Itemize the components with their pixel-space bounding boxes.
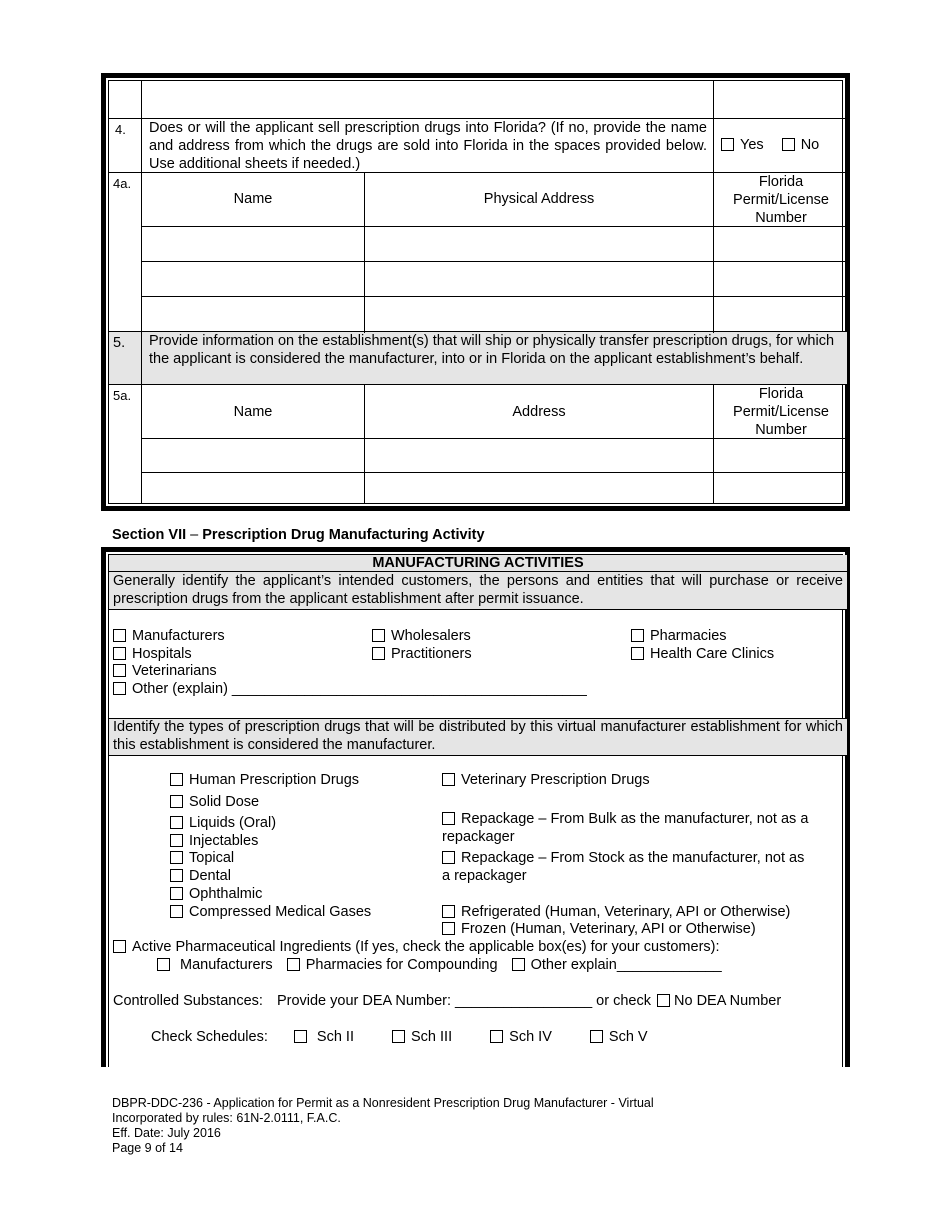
q5a-header-address: Address [512, 404, 566, 420]
frozen-checkbox[interactable] [442, 922, 455, 935]
q4a-header-permit: Florida Permit/License Number [733, 174, 829, 226]
repack-bulk-checkbox[interactable] [442, 812, 455, 825]
ophthalmic-option: Ophthalmic [170, 885, 262, 903]
api-manufacturers-checkbox[interactable] [157, 958, 170, 971]
divider [141, 261, 847, 262]
customer-wholesalers: Wholesalers [372, 627, 471, 645]
health-care-clinics-checkbox[interactable] [631, 647, 644, 660]
divider [713, 173, 714, 333]
veterinarians-checkbox[interactable] [113, 664, 126, 677]
refrigerated-option: Refrigerated (Human, Veterinary, API or Otherwise) [442, 903, 790, 921]
footer-rules: Incorporated by rules: 61N-2.0111, F.A.C. [112, 1111, 341, 1125]
drug-sales-table [101, 73, 850, 511]
customer-manufacturers: Manufacturers [113, 627, 225, 645]
sch-iii-checkbox[interactable] [392, 1030, 405, 1043]
api-other-checkbox[interactable] [512, 958, 525, 971]
repack-bulk-option: Repackage – From Bulk as the manufacturer, not as a [442, 810, 808, 828]
q4-number: 4. [115, 122, 126, 137]
customer-pharmacies: Pharmacies [631, 627, 727, 645]
manufacturing-header: MANUFACTURING ACTIVITIES [372, 555, 584, 571]
repack-stock-checkbox[interactable] [442, 851, 455, 864]
compressed-gases-checkbox[interactable] [170, 905, 183, 918]
solid-dose-option: Solid Dose [170, 793, 259, 811]
page-footer [112, 1096, 654, 1156]
practitioners-checkbox[interactable] [372, 647, 385, 660]
repack-stock-option: Repackage – From Stock as the manufacturer, not as [442, 849, 804, 867]
solid-dose-checkbox[interactable] [170, 795, 183, 808]
frozen-option: Frozen (Human, Veterinary, API or Otherwise) [442, 920, 756, 938]
manufacturing-activities-inner [108, 554, 843, 1067]
injectables-option: Injectables [170, 832, 258, 850]
q4-answer [721, 136, 819, 154]
divider [109, 609, 847, 610]
api-checkbox[interactable] [113, 940, 126, 953]
compressed-gases-option: Compressed Medical Gases [170, 903, 371, 921]
schedules-row: Check Schedules: Sch II Sch III Sch IV Sch V [151, 1029, 648, 1045]
hospitals-checkbox[interactable] [113, 647, 126, 660]
no-dea-checkbox[interactable] [657, 994, 670, 1007]
sch-v-checkbox[interactable] [590, 1030, 603, 1043]
q4a-header-address: Physical Address [483, 191, 595, 207]
wholesalers-checkbox[interactable] [372, 629, 385, 642]
customer-practitioners: Practitioners [372, 645, 472, 663]
refrigerated-checkbox[interactable] [442, 905, 455, 918]
human-rx-option: Human Prescription Drugs [170, 771, 359, 789]
other-explain-field[interactable]: Other (explain) ____________________________________________ [132, 681, 587, 697]
injectables-checkbox[interactable] [170, 834, 183, 847]
q5a-number: 5a. [113, 388, 132, 403]
customer-hospitals: Hospitals [113, 645, 192, 663]
q4-question: Does or will the applicant sell prescription drugs into Florida? (If no, provide the name and address from which the drugs are sold into Florida in the spaces provided below. Use additional sheets if needed.) [149, 120, 707, 172]
customer-health-care-clinics: Health Care Clinics [631, 645, 774, 663]
section-title: Section VII – Prescription Drug Manufacturing Activity [112, 527, 485, 543]
q4-no-label: No [800, 137, 820, 153]
q4-yes-label: Yes [740, 137, 764, 153]
divider [713, 384, 714, 504]
customers-prompt: Generally identify the applicant’s intended customers, the persons and entities that will purchase or receive prescription drugs from the applicant establishment after permit issuance. [113, 573, 843, 607]
divider [109, 755, 847, 756]
pharmacies-checkbox[interactable] [631, 629, 644, 642]
controlled-substances-row: Controlled Substances: Provide your DEA Number: _________________ or check No DEA Number [113, 993, 782, 1009]
sch-ii-checkbox[interactable] [294, 1030, 307, 1043]
vet-rx-option: Veterinary Prescription Drugs [442, 771, 650, 789]
footer-page-number: Page 9 of 14 [112, 1141, 183, 1155]
ophthalmic-checkbox[interactable] [170, 887, 183, 900]
q5-question: Provide information on the establishment(s) that will ship or physically transfer prescription drugs, for which the applicant is considered the manufacturer, into or in Florida on the applicant establishment’s behalf. [149, 333, 835, 367]
q4a-number: 4a. [113, 176, 132, 191]
q4-yes-checkbox[interactable] [721, 138, 734, 151]
divider [713, 81, 714, 173]
divider [141, 296, 847, 297]
q4-no-checkbox[interactable] [782, 138, 795, 151]
manufacturing-activities-table [101, 547, 850, 1067]
q5a-header-name: Name [233, 404, 273, 420]
divider [141, 472, 847, 473]
divider [364, 384, 365, 504]
liquids-checkbox[interactable] [170, 816, 183, 829]
sch-iv-checkbox[interactable] [490, 1030, 503, 1043]
human-rx-checkbox[interactable] [170, 773, 183, 786]
manufacturers-checkbox[interactable] [113, 629, 126, 642]
drug-sales-table-inner [108, 80, 843, 504]
api-pharmacies-checkbox[interactable] [287, 958, 300, 971]
vet-rx-checkbox[interactable] [442, 773, 455, 786]
repack-bulk-continued: repackager [442, 829, 515, 845]
q4a-header-name: Name [233, 191, 273, 207]
drug-types-prompt: Identify the types of prescription drugs that will be distributed by this virtual manufacturer establishment for which this establishment is considered the manufacturer. [113, 719, 843, 753]
customer-veterinarians: Veterinarians [113, 662, 217, 680]
q5-number: 5. [113, 335, 126, 351]
other-checkbox[interactable] [113, 682, 126, 695]
dea-number-field[interactable]: Provide your DEA Number: _________________ or check [276, 993, 651, 1009]
footer-eff-date: Eff. Date: July 2016 [112, 1126, 221, 1140]
api-option: Active Pharmaceutical Ingredients (If yes, check the applicable box(es) for your customers): [113, 938, 720, 956]
repack-stock-continued: a repackager [442, 868, 527, 884]
q5a-header-permit: Florida Permit/License Number [733, 386, 829, 438]
topical-checkbox[interactable] [170, 851, 183, 864]
api-other-field[interactable]: Other explain_____________ [530, 957, 722, 973]
customer-other [113, 680, 587, 698]
api-customers: Manufacturers Pharmacies for Compounding Other explain_____________ [157, 956, 722, 974]
footer-form-title: DBPR-DDC-236 - Application for Permit as a Nonresident Prescription Drug Manufacturer - Virtual [112, 1096, 654, 1110]
divider [141, 81, 142, 504]
topical-option: Topical [170, 849, 234, 867]
liquids-option: Liquids (Oral) [170, 814, 276, 832]
dental-option: Dental [170, 867, 231, 885]
dental-checkbox[interactable] [170, 869, 183, 882]
